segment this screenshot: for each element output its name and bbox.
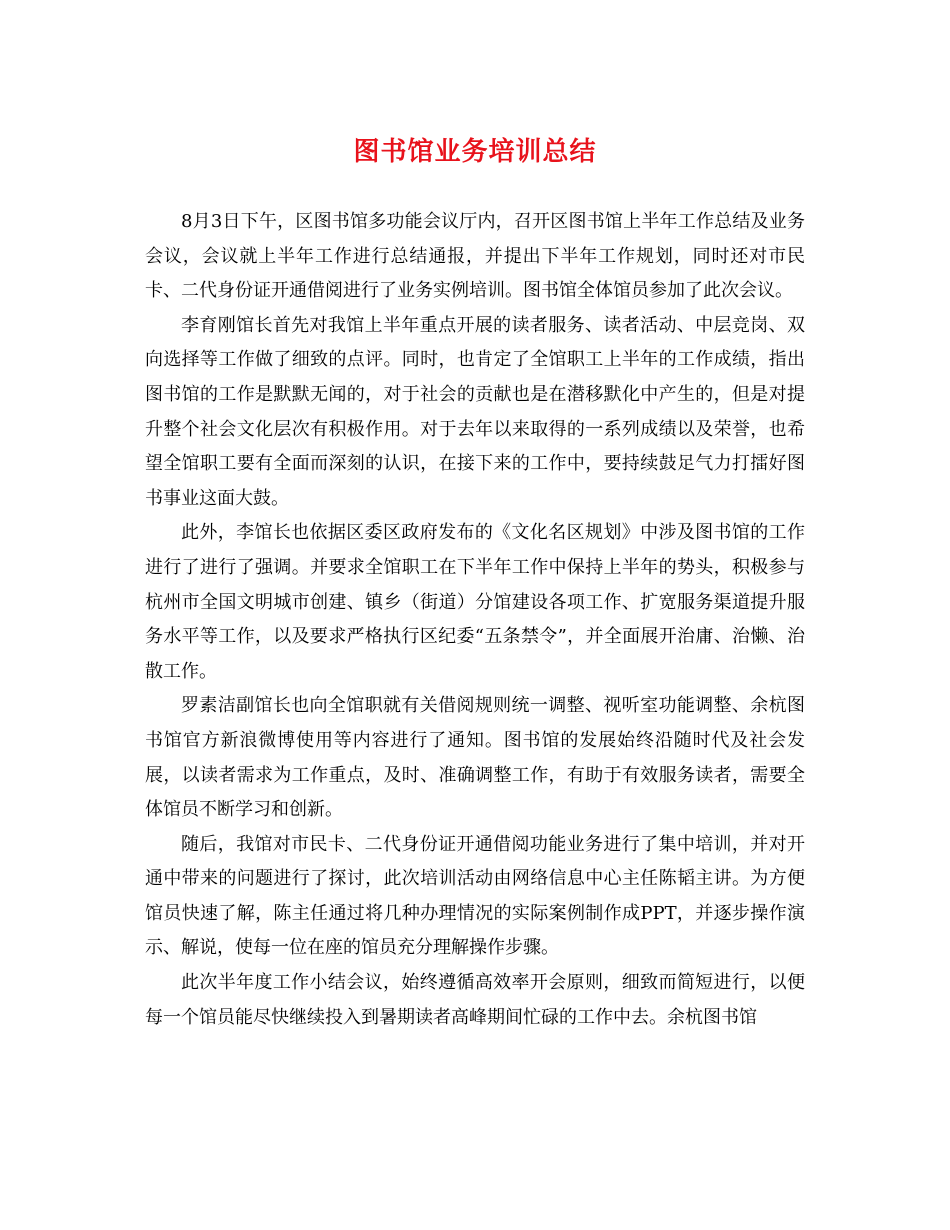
paragraph: 8月3日下午，区图书馆多功能会议厅内，召开区图书馆上半年工作总结及业务会议，会议就上半年工作进行总结通报，并提出下半年工作规划，同时还对市民卡、二代身份证开通借阅进行了业务实例培训。图书馆全体馆员参加了此次会议。 (145, 211, 805, 302)
document-body (145, 205, 805, 1035)
paragraph: 此次半年度工作小结会议，始终遵循高效率开会原则，细致而简短进行，以便每一个馆员能尽快继续投入到暑期读者高峰期间忙碌的工作中去。余杭图书馆 (145, 972, 805, 1028)
paragraph: 罗素洁副馆长也向全馆职就有关借阅规则统一调整、视听室功能调整、余杭图书馆官方新浪微博使用等内容进行了通知。图书馆的发展始终沿随时代及社会发展，以读者需求为工作重点，及时、准确调整工作，有助于有效服务读者，需要全体馆员不断学习和创新。 (145, 695, 805, 821)
document-title: 图书馆业务培训总结 (353, 137, 597, 167)
paragraph: 随后，我馆对市民卡、二代身份证开通借阅功能业务进行了集中培训，并对开通中带来的问题进行了探讨，此次培训活动由网络信息中心主任陈韬主讲。为方便馆员快速了解，陈主任通过将几种办理情况的实际案例制作成PPT，并逐步操作演示、解说，使每一位在座的馆员充分理解操作步骤。 (145, 833, 805, 959)
paragraph: 此外，李馆长也依据区委区政府发布的《文化名区规划》中涉及图书馆的工作进行了进行了强调。并要求全馆职工在下半年工作中保持上半年的势头，积极参与杭州市全国文明城市创建、镇乡（街道）分馆建设各项工作、扩宽服务渠道提升服务水平等工作，以及要求严格执行区纪委“五条禁令”，并全面展开治庸、治懒、治散工作。 (145, 522, 805, 682)
paragraph: 李育刚馆长首先对我馆上半年重点开展的读者服务、读者活动、中层竞岗、双向选择等工作做了细致的点评。同时，也肯定了全馆职工上半年的工作成绩，指出图书馆的工作是默默无闻的，对于社会的贡献也是在潜移默化中产生的，但是对提升整个社会文化层次有积极作用。对于去年以来取得的一系列成绩以及荣誉，也希望全馆职工要有全面而深刻的认识，在接下来的工作中，要持续鼓足气力打擂好图书事业这面大鼓。 (145, 314, 805, 509)
